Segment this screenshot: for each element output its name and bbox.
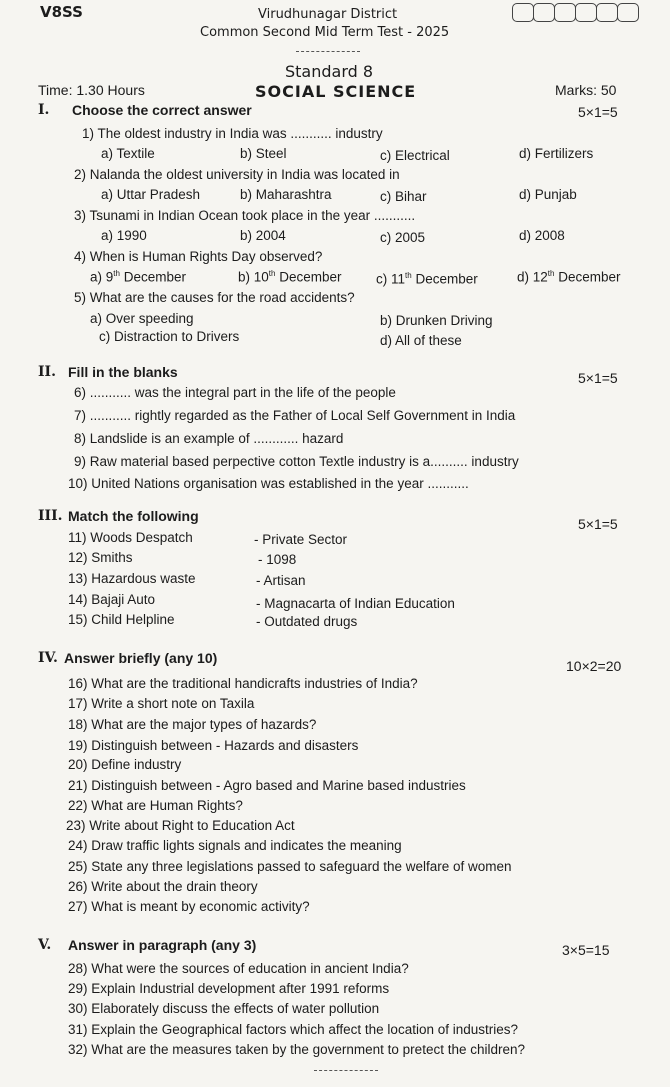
mcq-2-option-b: b) Maharashtra — [240, 187, 332, 202]
district-name: Virudhunagar District — [258, 7, 398, 22]
brief-question-25: 25) State any three legislations passed to safeguard the welfare of women — [68, 859, 512, 874]
match-right-5: - Outdated drugs — [256, 614, 358, 629]
time-label: Time: 1.30 Hours — [38, 82, 145, 98]
match-left-13: 13) Hazardous waste — [68, 571, 196, 586]
mcq-4-option-a-month: December — [119, 269, 186, 285]
standard-label: Standard 8 — [285, 62, 374, 81]
brief-question-16: 16) What are the traditional handicrafts industries of India? — [68, 676, 418, 691]
match-left-11: 11) Woods Despatch — [68, 530, 193, 545]
fill-blank-8: 8) Landslide is an example of ............ hazard — [74, 431, 344, 446]
section-1-title: Choose the correct answer — [72, 102, 252, 118]
mcq-5-option-a: a) Over speeding — [90, 311, 194, 326]
mcq-5-option-d: d) All of these — [380, 333, 462, 348]
brief-question-24: 24) Draw traffic lights signals and indicates the meaning — [68, 838, 402, 853]
brief-question-27: 27) What is meant by economic activity? — [68, 899, 310, 914]
match-right-1: - Private Sector — [254, 532, 348, 547]
brief-question-18: 18) What are the major types of hazards? — [68, 717, 317, 732]
mcq-4-option-c-day: c) 11 — [376, 271, 406, 287]
mcq-4-option-a-day: a) 9 — [90, 269, 114, 285]
mcq-1-option-b: b) Steel — [240, 146, 287, 161]
ordinal-suffix: th — [113, 269, 120, 278]
match-right-4: - Magnacarta of Indian Education — [256, 596, 455, 611]
match-left-12: 12) Smiths — [68, 550, 133, 565]
section-4-number: IV. — [38, 650, 58, 666]
register-box — [533, 3, 555, 22]
mcq-4-option-d — [517, 269, 620, 285]
register-box — [512, 3, 534, 22]
header-divider — [296, 51, 360, 52]
brief-question-21: 21) Distinguish between - Agro based and Marine based industries — [68, 778, 466, 793]
brief-question-17: 17) Write a short note on Taxila — [68, 696, 255, 711]
mcq-3-option-c: c) 2005 — [380, 230, 426, 245]
section-2-marks: 5×1=5 — [578, 370, 618, 386]
mcq-4-option-d-day: d) 12 — [517, 269, 548, 285]
ordinal-suffix: th — [547, 269, 555, 278]
mcq-4-option-c — [376, 271, 478, 287]
mcq-4-option-c-month: December — [411, 271, 478, 287]
paper-code: V8SS — [40, 3, 83, 21]
section-3-title: Match the following — [68, 508, 199, 524]
register-number-boxes — [512, 3, 638, 22]
test-name: Common Second Mid Term Test - 2025 — [200, 25, 450, 40]
mcq-4-option-a — [90, 269, 186, 285]
mcq-5-option-c: c) Distraction to Drivers — [99, 329, 240, 344]
section-5-marks: 3×5=15 — [562, 942, 610, 958]
mcq-3-option-b: b) 2004 — [240, 228, 286, 243]
mcq-5-option-b: b) Drunken Driving — [380, 313, 493, 328]
match-left-15: 15) Child Helpline — [68, 612, 175, 627]
brief-question-26: 26) Write about the drain theory — [68, 879, 258, 894]
match-right-3: - Artisan — [256, 573, 306, 588]
section-2-number: II. — [38, 364, 56, 380]
paragraph-question-29: 29) Explain Industrial development after 1991 reforms — [68, 981, 390, 996]
mcq-3-option-a: a) 1990 — [101, 228, 147, 243]
match-right-2: - 1098 — [258, 552, 297, 567]
register-box — [575, 3, 597, 22]
section-2-title: Fill in the blanks — [68, 364, 178, 380]
brief-question-23: 23) Write about Right to Education Act — [66, 818, 295, 833]
mcq-1-option-d: d) Fertilizers — [519, 146, 594, 161]
register-box — [617, 3, 639, 22]
section-3-marks: 5×1=5 — [578, 516, 618, 532]
mcq-2-option-a: a) Uttar Pradesh — [101, 187, 201, 202]
mcq-3-option-d: d) 2008 — [519, 228, 565, 243]
section-4-title: Answer briefly (any 10) — [64, 650, 218, 666]
section-3-number: III. — [38, 508, 63, 524]
mcq-4-option-b-day: b) 10 — [238, 269, 269, 285]
mcq-question-4: 4) When is Human Rights Day observed? — [74, 249, 323, 264]
ordinal-suffix: th — [268, 269, 276, 278]
mcq-question-2: 2) Nalanda the oldest university in India was located in — [74, 167, 400, 182]
mcq-2-option-c: c) Bihar — [380, 189, 427, 204]
fill-blank-7: 7) ........... rightly regarded as the Father of Local Self Government in India — [74, 408, 516, 423]
fill-blank-10: 10) United Nations organisation was established in the year ........... — [68, 476, 469, 491]
footer-divider — [314, 1070, 378, 1071]
section-1-marks: 5×1=5 — [578, 104, 618, 120]
subject-title: SOCIAL SCIENCE — [255, 82, 417, 101]
paragraph-question-28: 28) What were the sources of education in ancient India? — [68, 961, 409, 976]
mcq-4-option-d-month: December — [554, 269, 621, 285]
brief-question-22: 22) What are Human Rights? — [68, 798, 243, 813]
register-box — [596, 3, 618, 22]
mcq-2-option-d: d) Punjab — [519, 187, 577, 202]
fill-blank-9: 9) Raw material based perpective cotton Textle industry is a.......... industry — [74, 454, 519, 469]
mcq-question-1: 1) The oldest industry in India was ........... industry — [82, 126, 383, 141]
section-4-marks: 10×2=20 — [566, 658, 622, 674]
mcq-4-option-b — [238, 269, 341, 285]
mcq-1-option-c: c) Electrical — [380, 148, 450, 163]
brief-question-20: 20) Define industry — [68, 757, 182, 772]
total-marks: Marks: 50 — [555, 82, 617, 98]
section-1-number: I. — [38, 102, 50, 118]
fill-blank-6: 6) ........... was the integral part in the life of the people — [74, 385, 396, 400]
match-left-14: 14) Bajaji Auto — [68, 592, 156, 607]
mcq-4-option-b-month: December — [275, 269, 342, 285]
brief-question-19: 19) Distinguish between - Hazards and disasters — [68, 738, 359, 753]
mcq-question-5: 5) What are the causes for the road accidents? — [74, 290, 355, 305]
mcq-question-3: 3) Tsunami in Indian Ocean took place in the year ........... — [74, 208, 416, 223]
paragraph-question-30: 30) Elaborately discuss the effects of water pollution — [68, 1001, 380, 1016]
section-5-number: V. — [38, 937, 52, 953]
paragraph-question-31: 31) Explain the Geographical factors which affect the location of industries? — [68, 1022, 519, 1037]
paragraph-question-32: 32) What are the measures taken by the government to pretect the children? — [68, 1042, 526, 1057]
ordinal-suffix: th — [405, 271, 412, 280]
register-box — [554, 3, 576, 22]
section-5-title: Answer in paragraph (any 3) — [68, 937, 257, 953]
mcq-1-option-a: a) Textile — [101, 146, 155, 161]
